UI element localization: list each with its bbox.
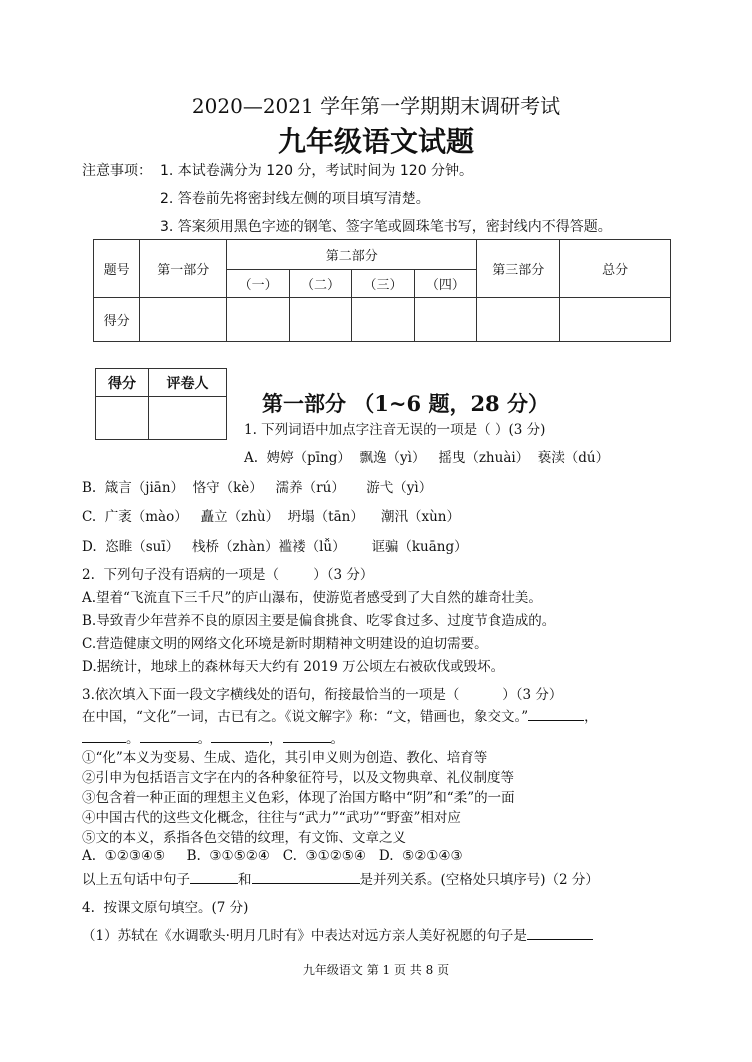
q3-passage-line1	[82, 705, 598, 725]
score-table-question-header: 题号	[94, 240, 140, 298]
score-cell-part3[interactable]	[477, 298, 560, 342]
grader-table	[95, 368, 227, 440]
score-table-sub-3: （三）	[352, 270, 414, 298]
note-item-2: 2. 答卷前先将密封线左侧的项目填写清楚。	[160, 191, 430, 207]
score-table-sub-2: （二）	[289, 270, 351, 298]
q2-option-d: D.据统计，地球上的森林每天大约有 2019 万公顷左右被砍伐或毁坏。	[82, 659, 505, 675]
q3-follow-text-a: 以上五句话中句子	[82, 872, 190, 888]
q3-blank-5[interactable]	[283, 728, 331, 743]
score-cell-sub1[interactable]	[227, 298, 289, 342]
exam-year-title: 2020—2021 学年第一学期期末调研考试	[191, 94, 561, 118]
q1-stem: 1. 下列词语中加点字注音无误的一项是（ ）(3 分)	[244, 422, 546, 438]
q4-sub1-blank[interactable]	[527, 925, 593, 940]
q4-stem: 4. 按课文原句填空。(7 分)	[82, 900, 249, 916]
q3-item-2: ②引申为包括语言文字在内的各种象征符号，以及文物典章、礼仪制度等	[82, 770, 514, 786]
exam-grade-title: 九年级语文试题	[277, 125, 474, 158]
score-table-part3: 第三部分	[477, 240, 560, 298]
q3-passage-text: 在中国，“文化”一词，古已有之。《说文解字》称：“文，错画也，象交文。”	[82, 709, 529, 725]
score-cell-part1[interactable]	[140, 298, 227, 342]
q3-follow-blank-1[interactable]	[190, 869, 238, 884]
q3-period-3: 。	[330, 731, 344, 747]
q3-item-5: ⑤文的本义，系指各色交错的纹理，有文饰、文章之义	[82, 830, 406, 846]
score-cell-sub4[interactable]	[414, 298, 476, 342]
q3-period-2: 。	[197, 731, 211, 747]
score-table-part2: 第二部分	[227, 240, 477, 270]
q4-sub1-text: （1）苏轼在《水调歌头·明月几时有》中表达对远方亲人美好祝愿的句子是	[82, 928, 527, 944]
q2-option-c: C.营造健康文明的网络文化环境是新时期精神文明建设的迫切需要。	[82, 636, 488, 652]
q3-period-1: 。	[126, 731, 140, 747]
grader-score-label: 得分	[96, 369, 149, 397]
q1-option-a: A. 娉婷（pīng） 飘逸（yì） 摇曳（zhuài） 亵渎（dú）	[244, 450, 610, 466]
q3-comma-2: ，	[269, 731, 283, 747]
note-item-1: 1. 本试卷满分为 120 分，考试时间为 120 分钟。	[160, 163, 474, 179]
q1-option-b: B. 箴言（jiān） 恪守（kè） 濡养（rú） 游弋（yì）	[82, 480, 433, 496]
grader-name-cell[interactable]	[149, 397, 227, 440]
score-table	[93, 239, 671, 342]
q3-blank-1[interactable]	[528, 706, 584, 721]
q1-option-c: C. 广袤（mào） 矗立（zhù） 坍塌（tān） 潮汛（xùn）	[82, 509, 460, 525]
q3-blank-3[interactable]	[140, 728, 198, 743]
q3-follow-up	[82, 868, 599, 888]
q3-item-1: ①“化”本义为变易、生成、造化，其引申义则为创造、教化、培育等	[82, 750, 488, 766]
q2-option-b: B.导致青少年营养不良的原因主要是偏食挑食、吃零食过多、过度节食造成的。	[82, 613, 556, 629]
page-footer: 九年级语文 第 1 页 共 8 页	[302, 963, 450, 977]
grader-name-label: 评卷人	[149, 369, 227, 397]
q3-item-4: ④中国古代的这些文化概念，往往与“武力”“武功”“野蛮”相对应	[82, 810, 461, 826]
score-table-total: 总分	[560, 240, 671, 298]
score-cell-sub3[interactable]	[352, 298, 414, 342]
q4-sub1	[82, 924, 593, 944]
score-table-part1: 第一部分	[140, 240, 227, 298]
note-item-3: 3. 答案须用黑色字迹的钢笔、签字笔或圆珠笔书写，密封线内不得答题。	[160, 219, 612, 235]
q3-follow-text-c: 是并列关系。(空格处只填序号)（2 分）	[359, 872, 599, 888]
score-table-sub-1: （一）	[227, 270, 289, 298]
q3-follow-text-b: 和	[238, 872, 252, 888]
grader-score-cell[interactable]	[96, 397, 149, 440]
notes-label: 注意事项：	[82, 163, 152, 179]
q2-stem: 2. 下列句子没有语病的一项是（ ）（3 分）	[82, 567, 374, 583]
score-table-score-label: 得分	[94, 298, 140, 342]
q3-comma-1: ，	[584, 709, 598, 725]
score-cell-sub2[interactable]	[289, 298, 351, 342]
score-cell-total[interactable]	[560, 298, 671, 342]
score-table-sub-4: （四）	[414, 270, 476, 298]
q2-option-a: A.望着“飞流直下三千尺”的庐山瀑布，使游览者感受到了大自然的雄奇壮美。	[82, 590, 542, 606]
q3-blank-2[interactable]	[82, 728, 126, 743]
q3-stem: 3.依次填入下面一段文字横线处的语句，衔接最恰当的一项是（ ）（3 分）	[82, 687, 563, 703]
section1-title: 第一部分 （1~6 题，28 分）	[262, 391, 549, 416]
q3-follow-blank-2[interactable]	[252, 869, 360, 884]
q3-passage-line2	[82, 727, 344, 747]
q1-option-d: D. 恣睢（suī） 栈桥（zhàn）褴褛（lǚ） 诓骗（kuāng）	[82, 539, 468, 555]
q3-blank-4[interactable]	[211, 728, 269, 743]
q3-options: A. ①②③④⑤ B. ③①⑤②④ C. ③①②⑤④ D. ⑤②①④③	[82, 848, 463, 864]
q3-item-3: ③包含着一种正面的理想主义色彩，体现了治国方略中“阴”和“柔”的一面	[82, 790, 515, 806]
